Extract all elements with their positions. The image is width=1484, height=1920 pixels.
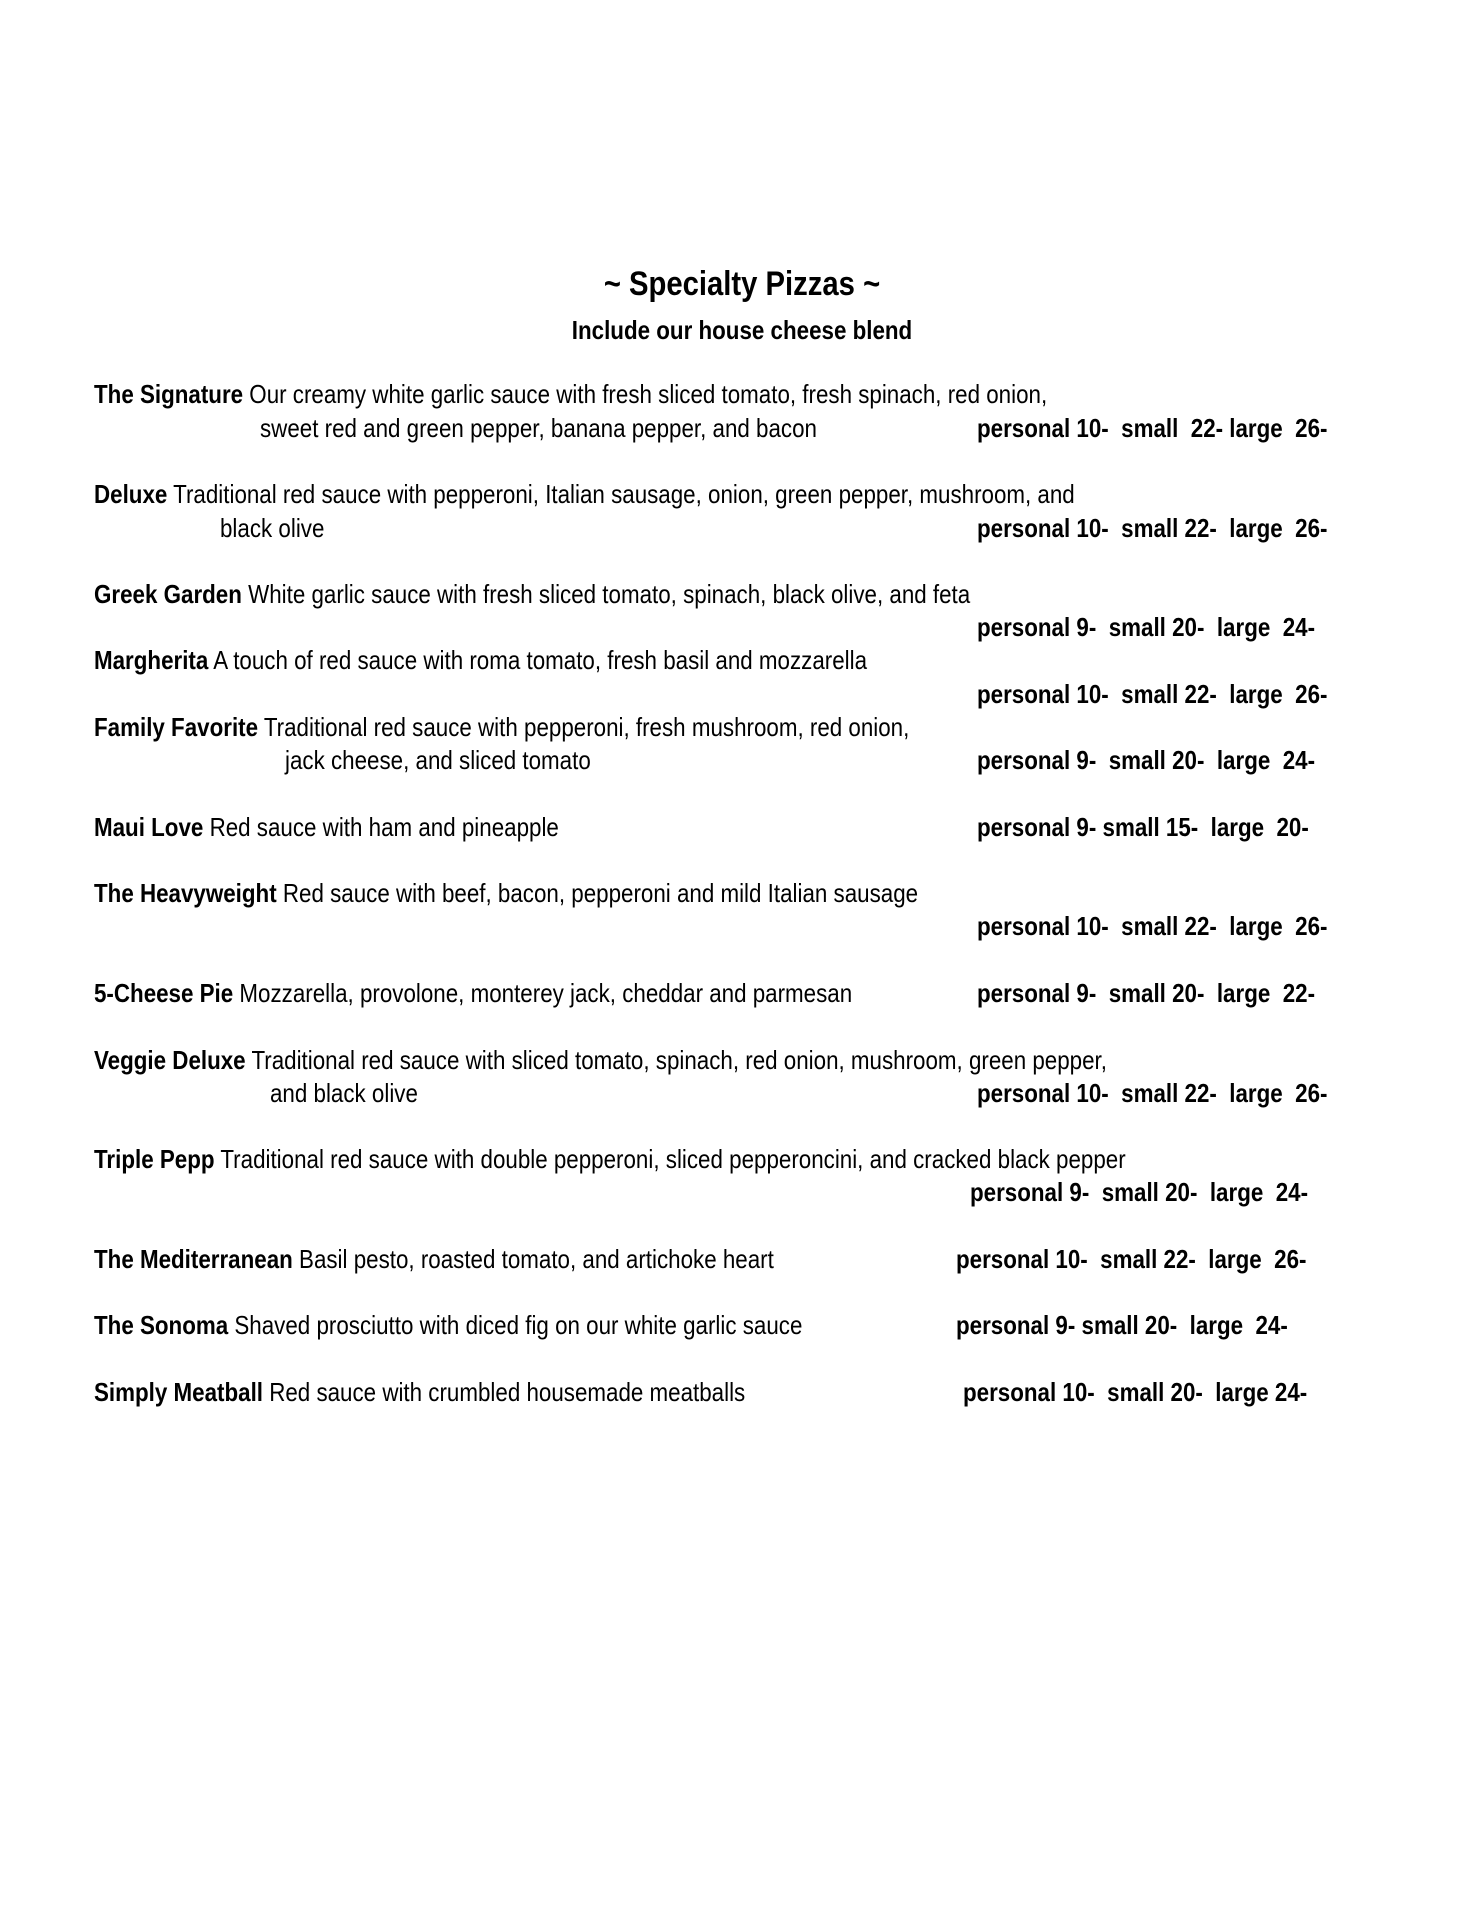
menu-item-sonoma	[94, 1310, 802, 1340]
item-price: personal 9- small 20- large 24-	[977, 745, 1316, 775]
menu-item-mediterranean	[94, 1244, 774, 1274]
item-description: Red sauce with crumbled housemade meatballs	[269, 1377, 746, 1407]
item-name: Simply Meatball	[94, 1377, 263, 1407]
item-price: personal 10- small 22- large 26-	[977, 1078, 1328, 1108]
item-price: personal 9- small 15- large 20-	[977, 812, 1309, 842]
menu-item-maui-love	[94, 812, 559, 842]
item-description: White garlic sauce with fresh sliced tomato, spinach, black olive, and feta	[248, 579, 971, 609]
item-description-continued: and black olive	[270, 1078, 418, 1108]
item-description: Our creamy white garlic sauce with fresh sliced tomato, fresh spinach, red onion,	[249, 379, 1048, 409]
item-name: Margherita	[94, 645, 209, 675]
item-price: personal 9- small 20- large 24-	[970, 1177, 1309, 1207]
menu-item-simply-meatball	[94, 1377, 745, 1407]
item-price: personal 10- small 22- large 26-	[977, 911, 1328, 941]
item-price: personal 9- small 20- large 22-	[977, 978, 1316, 1008]
item-name: Triple Pepp	[94, 1144, 215, 1174]
item-description-continued: sweet red and green pepper, banana pepper, and bacon	[260, 413, 817, 443]
item-price: personal 9- small 20- large 24-	[977, 612, 1316, 642]
menu-item-signature	[94, 379, 1047, 409]
item-price: personal 10- small 22- large 26-	[977, 679, 1328, 709]
item-description: Red sauce with ham and pineapple	[209, 812, 559, 842]
menu-item-family-favorite	[94, 712, 909, 742]
menu-item-5-cheese-pie	[94, 978, 852, 1008]
item-price: personal 9- small 20- large 24-	[956, 1310, 1288, 1340]
page-subtitle: Include our house cheese blend	[571, 315, 913, 345]
item-name: Greek Garden	[94, 579, 242, 609]
item-price: personal 10- small 22- large 26-	[956, 1244, 1307, 1274]
item-name: Family Favorite	[94, 712, 259, 742]
item-description: A touch of red sauce with roma tomato, fresh basil and mozzarella	[213, 645, 868, 675]
item-name: 5-Cheese Pie	[94, 978, 234, 1008]
item-name: The Heavyweight	[94, 878, 277, 908]
item-description: Traditional red sauce with pepperoni, fresh mushroom, red onion,	[263, 712, 910, 742]
item-price: personal 10- small 20- large 24-	[963, 1377, 1308, 1407]
item-description: Traditional red sauce with pepperoni, Italian sausage, onion, green pepper, mushroom, and	[173, 479, 1075, 509]
item-description-continued: black olive	[220, 513, 325, 543]
item-name: The Sonoma	[94, 1310, 229, 1340]
menu-item-triple-pepp	[94, 1144, 1126, 1174]
item-name: The Signature	[94, 379, 244, 409]
item-price: personal 10- small 22- large 26-	[977, 413, 1328, 443]
item-price: personal 10- small 22- large 26-	[977, 513, 1328, 543]
item-name: Deluxe	[94, 479, 168, 509]
menu-item-margherita	[94, 645, 867, 675]
item-name: Maui Love	[94, 812, 204, 842]
item-description: Traditional red sauce with sliced tomato, spinach, red onion, mushroom, green pepper,	[251, 1045, 1107, 1075]
item-description: Shaved prosciutto with diced fig on our white garlic sauce	[234, 1310, 803, 1340]
menu-item-heavyweight	[94, 878, 918, 908]
item-description-continued: jack cheese, and sliced tomato	[285, 745, 591, 775]
menu-item-greek-garden	[94, 579, 970, 609]
item-name: Veggie Deluxe	[94, 1045, 246, 1075]
menu-item-deluxe	[94, 479, 1075, 509]
page-title: ~ Specialty Pizzas ~	[603, 265, 881, 303]
item-name: The Mediterranean	[94, 1244, 293, 1274]
item-description: Basil pesto, roasted tomato, and artichoke heart	[299, 1244, 774, 1274]
item-description: Traditional red sauce with double pepperoni, sliced pepperoncini, and cracked black pepper	[220, 1144, 1126, 1174]
item-description: Red sauce with beef, bacon, pepperoni and mild Italian sausage	[282, 878, 919, 908]
item-description: Mozzarella, provolone, monterey jack, cheddar and parmesan	[239, 978, 853, 1008]
menu-item-veggie-deluxe	[94, 1045, 1107, 1075]
